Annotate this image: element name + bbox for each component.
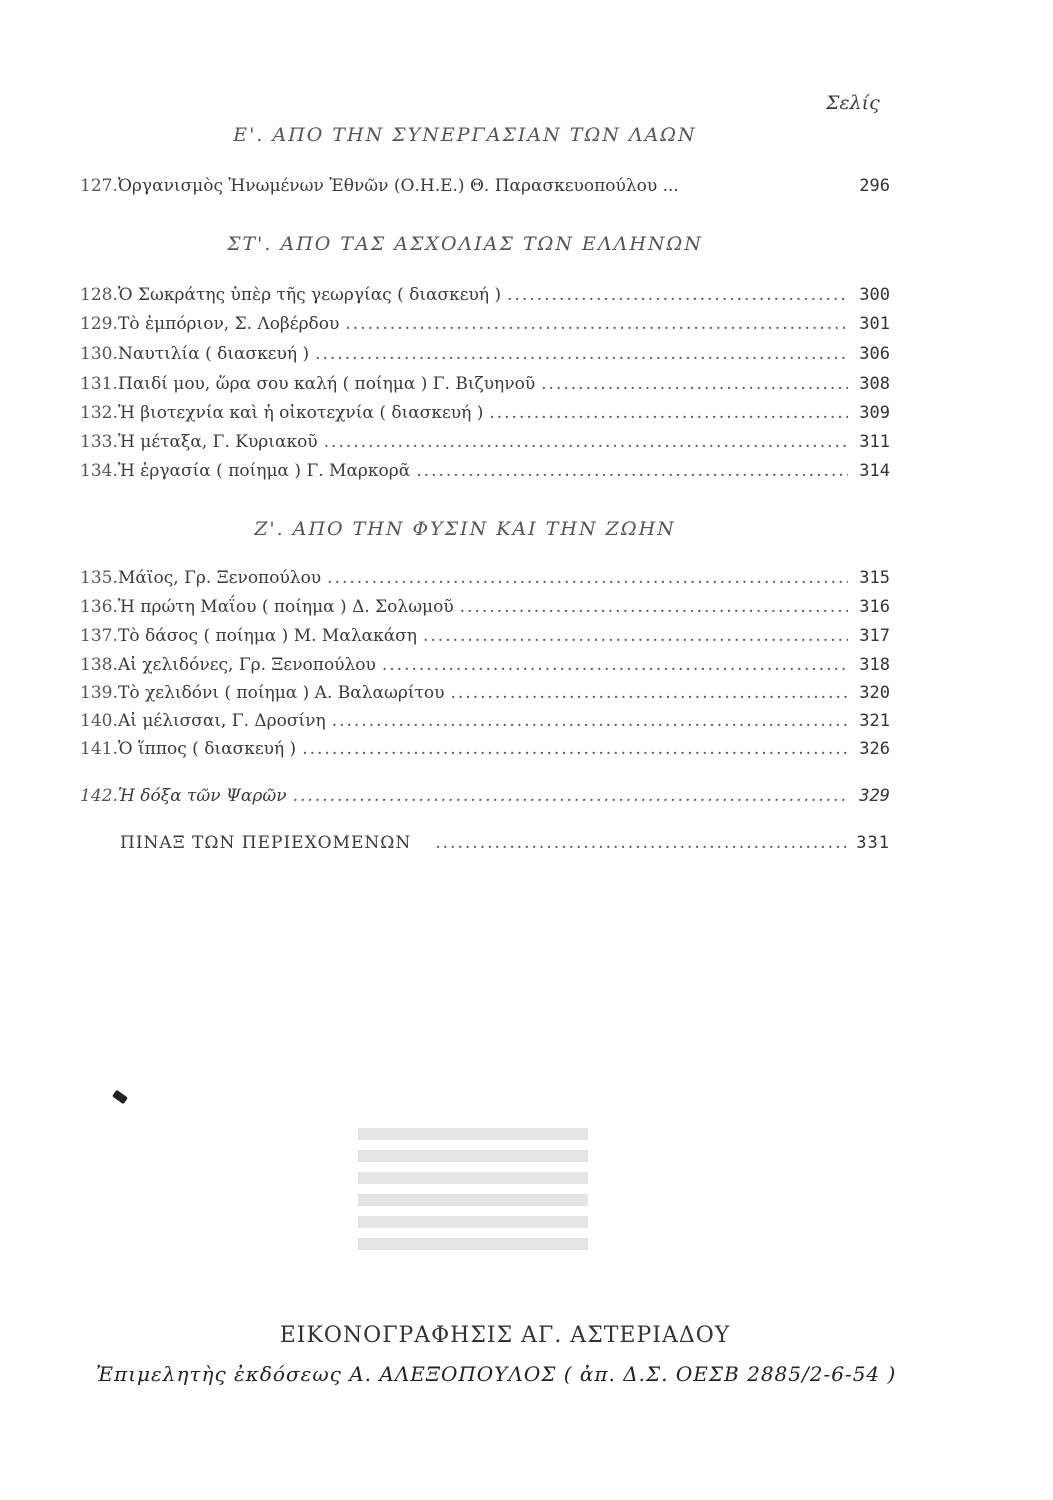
entry-number: 130. <box>80 344 118 364</box>
entry-title: Ἡ βιοτεχνία καὶ ἡ οἰκοτεχνία ( διασκευή ) <box>118 403 484 423</box>
section-heading-st: ΣΤ'. ΑΠΟ ΤΑΣ ΑΣΧΟΛΙΑΣ ΤΩΝ ΕΛΛΗΝΩΝ <box>227 233 703 255</box>
toc-index-entry <box>120 833 890 863</box>
toc-entry <box>80 314 890 342</box>
entry-page: 300 <box>859 285 890 305</box>
entry-number: 137. <box>80 626 118 646</box>
entry-title: Μάϊος, Γρ. Ξενοπούλου <box>118 568 322 588</box>
dot-leader <box>345 314 848 334</box>
dot-leader <box>315 344 848 364</box>
dot-leader <box>507 285 848 305</box>
entry-number: 132. <box>80 403 118 423</box>
dot-leader <box>450 683 848 703</box>
section-heading-z: Ζ'. ΑΠΟ ΤΗΝ ΦΥΣΙΝ ΚΑΙ ΤΗΝ ΖΩΗΝ <box>254 518 676 540</box>
entry-number: 136. <box>80 597 118 617</box>
page-column-label: Σελίς <box>826 92 880 114</box>
entry-number: 131. <box>80 374 118 394</box>
toc-entry <box>80 568 890 596</box>
entry-title: Ἡ πρώτη Μαΐου ( ποίημα ) Δ. Σολωμοῦ <box>118 597 454 617</box>
dot-leader <box>327 568 848 588</box>
dot-leader <box>332 711 848 731</box>
entry-title: Αἱ μέλισσαι, Γ. Δροσίνη <box>118 711 326 731</box>
toc-entry <box>80 711 890 739</box>
entry-page: 308 <box>859 374 890 394</box>
toc-entry-final <box>80 786 890 814</box>
entry-page: 318 <box>859 655 890 675</box>
dot-leader <box>302 739 848 759</box>
toc-entry <box>80 597 890 625</box>
dot-leader <box>382 655 848 675</box>
entry-number: 140. <box>80 711 118 731</box>
index-page: 331 <box>856 833 890 853</box>
entry-page: 315 <box>859 568 890 588</box>
toc-entry <box>80 432 890 460</box>
entry-title: Ὁ Σωκράτης ὑπὲρ τῆς γεωργίας ( διασκευή ) <box>118 285 502 305</box>
entry-number: 139. <box>80 683 118 703</box>
entry-number: 134. <box>80 461 118 481</box>
entry-page: 309 <box>859 403 890 423</box>
entry-number: 138. <box>80 655 118 675</box>
entry-title: Τὸ δάσος ( ποίημα ) Μ. Μαλακάση <box>118 626 417 646</box>
entry-number: 141. <box>80 739 118 759</box>
entry-page: 306 <box>859 344 890 364</box>
toc-entry <box>80 683 890 711</box>
toc-entry <box>80 461 890 489</box>
editor-credit: Ἐπιμελητὴς ἐκδόσεως Α. ΑΛΕΞΟΠΟΥΛΟΣ ( ἀπ. Δ.Σ. ΟΕΣΒ 2885/2-6-54 ) <box>96 1362 897 1386</box>
entry-page: 311 <box>859 432 890 452</box>
index-title: ΠΙΝΑΞ ΤΩΝ ΠΕΡΙΕΧΟΜΕΝΩΝ <box>120 833 412 853</box>
toc-entry <box>80 374 890 402</box>
dot-leader <box>541 374 848 394</box>
entry-page: 296 <box>859 176 890 196</box>
dot-leader <box>460 597 848 617</box>
entry-number: 129. <box>80 314 118 334</box>
entry-number: 142. <box>80 786 118 806</box>
entry-title: Ἡ δόξα τῶν Ψαρῶν <box>118 786 287 806</box>
entry-title: Ὁ ἵππος ( διασκευή ) <box>118 739 297 759</box>
entry-number: 135. <box>80 568 118 588</box>
toc-entry <box>80 739 890 767</box>
entry-page: 316 <box>859 597 890 617</box>
ink-mark <box>112 1090 128 1105</box>
entry-title: Τὸ ἐμπόριον, Σ. Λοβέρδου <box>118 314 340 334</box>
entry-page: 314 <box>859 461 890 481</box>
entry-number: 133. <box>80 432 118 452</box>
illustrator-credit: ΕΙΚΟΝΟΓΡΑΦΗΣΙΣ ΑΓ. ΑΣΤΕΡΙΑΔΟΥ <box>279 1323 731 1348</box>
toc-entry <box>80 344 890 372</box>
entry-page: 320 <box>859 683 890 703</box>
entry-title: Ἡ μέταξα, Γ. Κυριακοῦ <box>118 432 318 452</box>
entry-page: 321 <box>859 711 890 731</box>
entry-number: 127. <box>80 176 118 196</box>
entry-title: Παιδί μου, ὥρα σου καλή ( ποίημα ) Γ. Βιζυηνοῦ <box>118 374 536 394</box>
toc-entry <box>80 403 890 431</box>
dot-leader <box>435 833 848 853</box>
entry-title: Ἡ ἐργασία ( ποίημα ) Γ. Μαρκορᾶ <box>118 461 411 481</box>
entry-page: 326 <box>859 739 890 759</box>
toc-entry <box>80 655 890 683</box>
toc-entry <box>80 176 890 204</box>
faint-stamp <box>358 1128 588 1268</box>
entry-page: 301 <box>859 314 890 334</box>
entry-title: Αἱ χελιδόνες, Γρ. Ξενοπούλου <box>118 655 376 675</box>
dot-leader <box>489 403 848 423</box>
entry-number: 128. <box>80 285 118 305</box>
dot-leader <box>423 626 848 646</box>
toc-entry <box>80 626 890 654</box>
toc-entry <box>80 285 890 313</box>
entry-title: Ὀργανισμὸς Ἡνωμένων Ἐθνῶν (Ο.Η.Ε.) Θ. Παρασκευοπούλου ... <box>118 176 679 196</box>
section-heading-e: Ε'. ΑΠΟ ΤΗΝ ΣΥΝΕΡΓΑΣΙΑΝ ΤΩΝ ΛΑΩΝ <box>233 124 697 146</box>
entry-title: Ναυτιλία ( διασκευή ) <box>118 344 310 364</box>
entry-title: Τὸ χελιδόνι ( ποίημα ) Α. Βαλαωρίτου <box>118 683 445 703</box>
entry-page: 317 <box>859 626 890 646</box>
dot-leader <box>416 461 848 481</box>
entry-page: 329 <box>859 786 890 806</box>
dot-leader <box>324 432 848 452</box>
dot-leader <box>293 786 848 806</box>
